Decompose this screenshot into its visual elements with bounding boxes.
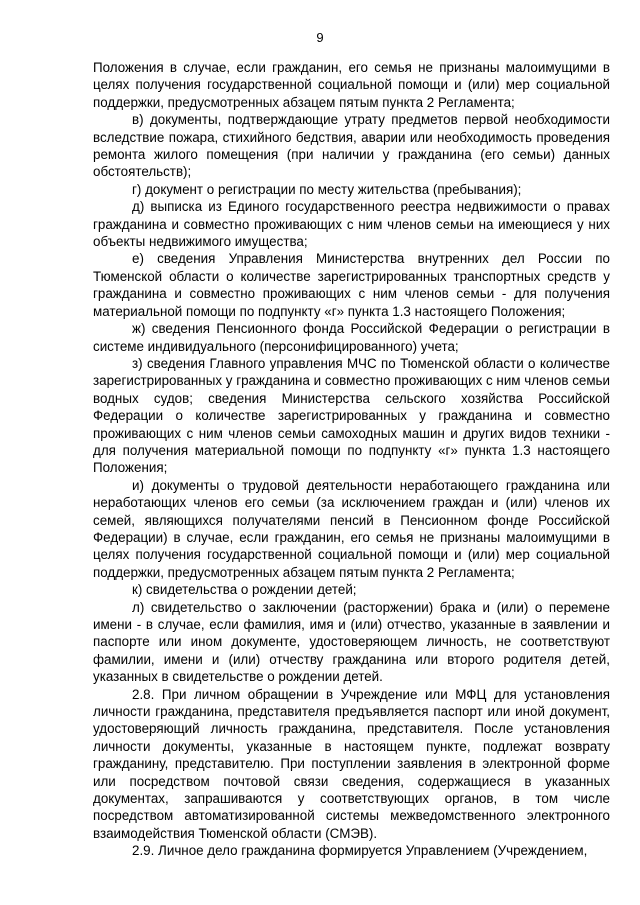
paragraph-item-d: д) выписка из Единого государственного реестра недвижимости о правах гражданина и совместно проживающих с ним членов семьи на имеющиеся у них объекты недвижимого имущества;: [93, 199, 610, 250]
paragraph-item-v: в) документы, подтверждающие утрату предметов первой необходимости вследствие пожара, стихийного бедствия, аварии или необходимость проведения ремонта жилого помещения (при наличии у гражданина (его семьи) данных обстоятельств);: [93, 112, 610, 180]
paragraph-item-i: и) документы о трудовой деятельности неработающего гражданина или неработающих членов его семьи (за исключением граждан и (или) членов их семей, являющихся получателями пенсий в Пенсионном фонде Российской Федерации) в случае, если гражданин, его семья не признаны малоимущими в целях получения государственной социальной помощи и (или) мер социальной поддержки, предусмотренных абзацем пятым пункта 2 Регламента;: [93, 477, 610, 580]
paragraph-section-2-8: 2.8. При личном обращении в Учреждение или МФЦ для установления личности гражданина, представителя предъявляется паспорт или иной документ, удостоверяющий личность гражданина, представителя. После установления личности документы, указанные в настоящем пункте, подлежат возврату гражданину, представителю. При поступлении заявления в электронной форме или посредством почтовой связи сведения, содержащиеся в указанных документах, запрашиваются у соответствующих органов, в том числе посредством автоматизированной системы межведомственного электронного взаимодействия Тюменской области (СМЭВ).: [93, 686, 610, 841]
paragraph-continuation: Положения в случае, если гражданин, его семья не признаны малоимущими в целях получения государственной социальной помощи и (или) мер социальной поддержки, предусмотренных абзацем пятым пункта 2 Регламента;: [93, 60, 610, 110]
page-number: 9: [316, 30, 324, 45]
paragraph-item-zh: ж) сведения Пенсионного фонда Российской Федерации о регистрации в системе индивидуального (персонифицированного) учета;: [93, 321, 610, 354]
paragraph-item-k: к) свидетельства о рождении детей;: [132, 582, 357, 598]
paragraph-item-g: г) документ о регистрации по месту жительства (пребывания);: [132, 181, 522, 197]
document-body: [93, 59, 610, 860]
paragraph-item-z: з) сведения Главного управления МЧС по Тюменской области о количестве зарегистрированных у гражданина и совместно проживающих с ним членов семьи водных судов; сведения Министерства сельского хозяйства Российской Федерации о количестве зарегистрированных у гражданина и совместно проживающих с ним членов семьи самоходных машин и других видов техники - для получения материальной помощи по подпункту «г» пункта 1.3 настоящего Положения;: [93, 355, 610, 476]
paragraph-section-2-9: 2.9. Личное дело гражданина формируется Управлением (Учреждением,: [132, 843, 588, 859]
paragraph-item-l: л) свидетельство о заключении (расторжении) брака и (или) о перемене имени - в случае, если фамилия, имя и (или) отчество, указанные в заявлении и паспорте или ином документе, удостоверяющем личность, не соответствуют фамилии, имени и (или) отчеству гражданина или второго родителя детей, указанных в свидетельстве о рождении детей.: [93, 599, 610, 685]
paragraph-item-e: е) сведения Управления Министерства внутренних дел России по Тюменской области о количестве зарегистрированных транспортных средств у гражданина и совместно проживающих с ним членов семьи - для получения материальной помощи по подпункту «г» пункта 1.3 настоящего Положения;: [93, 251, 610, 319]
